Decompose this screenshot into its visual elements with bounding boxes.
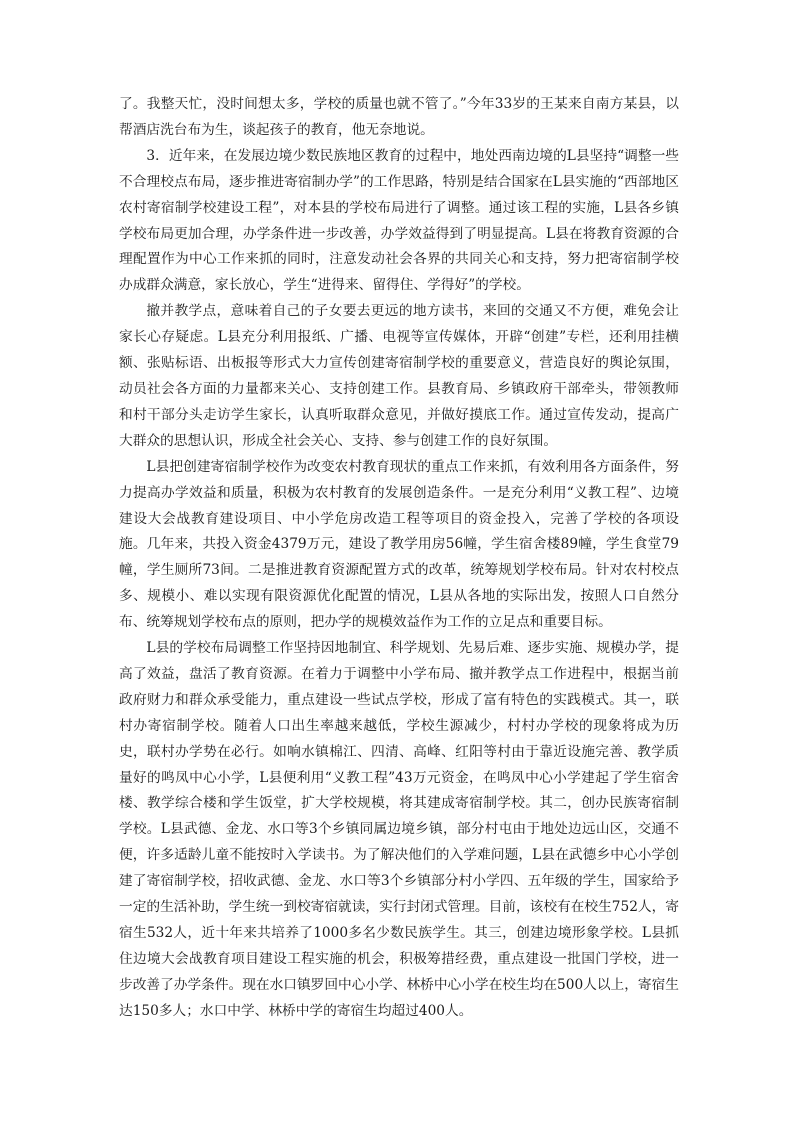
paragraph-publicity: 撤并教学点，意味着自己的子女要去更远的地方读书，来回的交通又不方便，难免会让家长心存疑虑。L县充分利用报纸、广播、电视等宣传媒体，开辟“创建”专栏，还利用挂横额、张贴标语、出板报等形式大力宣传创建寄宿制学校的重要意义，营造良好的舆论氛围，动员社会各方面的力量都来关心、支持创建工作。县教育局、乡镇政府干部牵头，带领教师和村干部分头走访学生家长，认真听取群众意见，并做好摸底工作。通过宣传发动，提高广大群众的思想认识，形成全社会关心、支持、参与创建工作的良好氛围。 — [119, 303, 679, 449]
paragraph-layout-adjustment: L县的学校布局调整工作坚持因地制宜、科学规划、先易后难、逐步实施、规模办学，提高了效益，盘活了教育资源。在着力于调整中小学布局、撤并教学点工作进程中，根据当前政府财力和群众承受能力，重点建设一些试点学校，形成了富有特色的实践模式。其一，联村办寄宿制学校。随着人口出生率越来越低，学校生源减少，村村办学校的现象将成为历史，联村办学势在必行。如响水镇棉江、四清、高峰、红阳等村由于靠近设施完善、教学质量好的鸣凤中心小学，L县便利用“义教工程”43万元资金，在鸣凤中心小学建起了学生宿舍楼、教学综合楼和学生饭堂，扩大学校规模，将其建成寄宿制学校。其二，创办民族寄宿制学校。L县武德、金龙、水口等3个乡镇同属边境乡镇，部分村屯由于地处边远山区，交通不便，许多适龄儿童不能按时入学读书。为了解决他们的入学难问题，L县在武德乡中心小学创建了寄宿制学校，招收武德、金龙、水口等3个乡镇部分村小学四、五年级的学生，国家给予一定的生活补助，学生统一到校寄宿就读，实行封闭式管理。目前，该校有在校生752人，寄宿生532人，近十年来共培养了1000多名少数民族学生。其三，创建边境形象学校。L县抓住边境大会战教育项目建设工程实施的机会，积极筹措经费，重点建设一批国门学校，进一步改善了办学条件。现在水口镇罗回中心小学、林桥中心小学在校生均在500人以上，寄宿生达150多人；水口中学、林桥中学的寄宿生均超过400人。 — [119, 640, 679, 1019]
paragraph-3-intro: 3．近年来，在发展边境少数民族地区教育的过程中，地处西南边境的L县坚持“调整一些不合理校点布局，逐步推进寄宿制办学”的工作思路，特别是结合国家在L县实施的“西部地区农村寄宿制学校建设工程”，对本县的学校布局进行了调整。通过该工程的实施，L县各乡镇学校布局更加合理，办学条件进一步改善，办学效益得到了明显提高。L县在将教育资源的合理配置作为中心工作来抓的同时，注意发动社会各界的共同关心和支持，努力把寄宿制学校办成群众满意，家长放心，学生“进得来、留得住、学得好”的学校。 — [119, 147, 679, 294]
paragraph-investment: L县把创建寄宿制学校作为改变农村教育现状的重点工作来抓，有效利用各方面条件，努力提高办学效益和质量，积极为农村教育的发展创造条件。一是充分利用“义教工程”、边境建设大会战教育建设项目、中小学危房改造工程等项目的资金投入，完善了学校的各项设施。几年来，共投入资金4379万元，建设了教学用房56幢，学生宿舍楼89幢，学生食堂79幢，学生厕所73间。二是推进教育资源配置方式的改革，统筹规划学校布局。针对农村校点多、规模小、难以实现有限资源优化配置的情况，L县从各地的实际出发，按照人口自然分布、统筹规划学校布点的原则，把办学的规模效益作为工作的立足点和重要目标。 — [119, 458, 679, 631]
paragraph-continuation: 了。我整天忙，没时间想太多，学校的质量也就不管了。”今年33岁的王某来自南方某县，以帮酒店洗台布为生，谈起孩子的教育，他无奈地说。 — [119, 96, 679, 138]
document-body — [119, 92, 679, 1025]
